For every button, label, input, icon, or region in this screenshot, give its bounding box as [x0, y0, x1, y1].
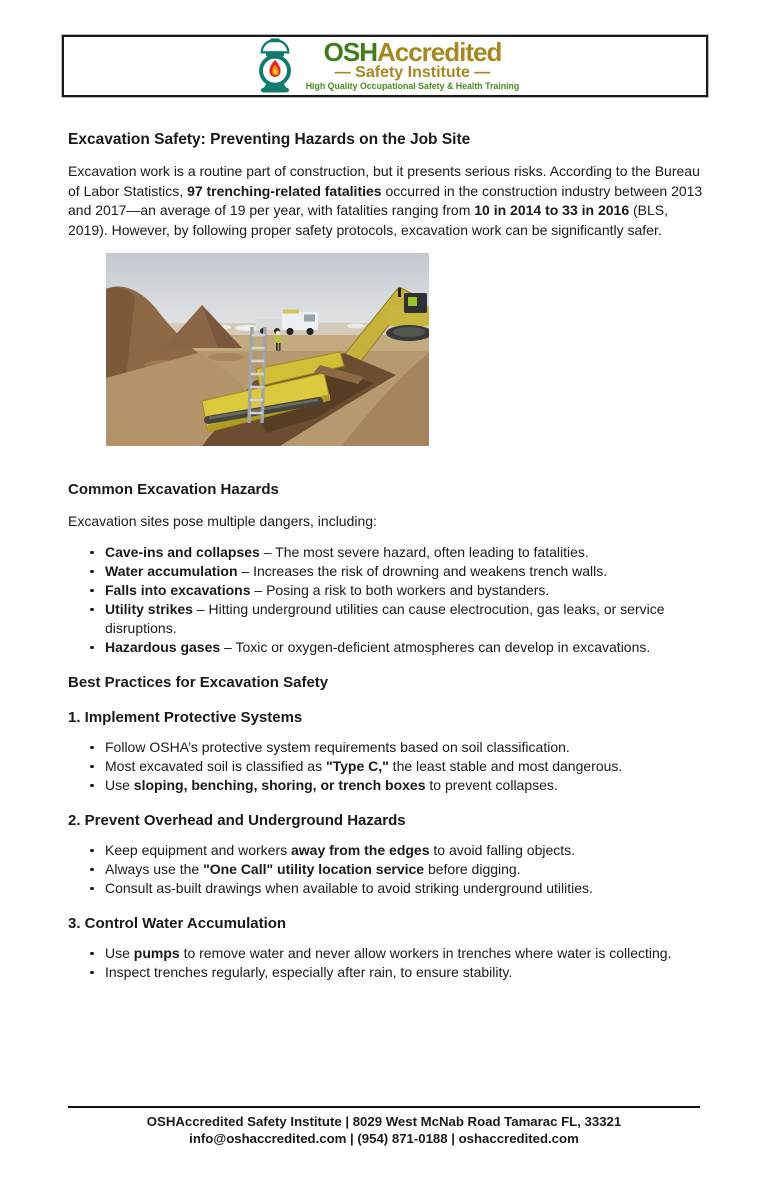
list-item: Consult as-built drawings when available to avoid striking underground utilities. — [105, 879, 706, 898]
company-logo — [251, 38, 520, 94]
hazards-list — [68, 543, 706, 657]
list-item: Use pumps to remove water and never allow workers in trenches where water is collecting. — [105, 944, 706, 963]
list-item: Falls into excavations – Posing a risk to both workers and bystanders. — [105, 581, 706, 600]
page-footer — [68, 1106, 700, 1147]
list-item: Inspect trenches regularly, especially after rain, to ensure stability. — [105, 963, 706, 982]
subsection-heading-overhead-underground: 2. Prevent Overhead and Underground Hazards — [68, 811, 406, 829]
brand-name — [323, 37, 502, 67]
list-item: Water accumulation – Increases the risk of drowning and weakens trench walls. — [105, 562, 706, 581]
list-item: Cave-ins and collapses – The most severe hazard, often leading to fatalities. — [105, 543, 706, 562]
footer-divider — [68, 1106, 700, 1108]
footer-address: OSHAccredited Safety Institute | 8029 West McNab Road Tamarac FL, 33321 — [146, 1114, 622, 1129]
footer-contact: info@oshaccredited.com | (954) 871-0188 | oshaccredited.com — [189, 1130, 579, 1146]
subsection-heading-protective-systems: 1. Implement Protective Systems — [68, 708, 303, 726]
list-item: Utility strikes – Hitting underground utilities can cause electrocution, gas leaks, or service disruptions. — [105, 600, 706, 638]
brand-tagline: High Quality Occupational Safety & Health Training — [305, 81, 520, 91]
subsection-heading-water-accumulation: 3. Control Water Accumulation — [68, 914, 287, 932]
list-item: Follow OSHA’s protective system requirements based on soil classification. — [105, 738, 706, 757]
excavation-photo — [106, 253, 429, 446]
lantern-icon — [251, 38, 299, 94]
protective-systems-list — [68, 738, 706, 795]
hazards-lead: Excavation sites pose multiple dangers, including: — [68, 513, 377, 529]
brand-text — [305, 37, 520, 92]
brand-accredited: Accredited — [376, 37, 502, 67]
list-item: Always use the "One Call" utility location service before digging. — [105, 860, 706, 879]
letterhead — [62, 35, 708, 97]
section-heading-best-practices: Best Practices for Excavation Safety — [68, 673, 329, 691]
brand-subtitle: — Safety Institute — — [334, 64, 491, 81]
document-body — [68, 130, 706, 982]
overhead-underground-list — [68, 841, 706, 898]
brand-osh: OSH — [323, 37, 377, 67]
list-item: Use sloping, benching, shoring, or trench boxes to prevent collapses. — [105, 776, 706, 795]
list-item: Most excavated soil is classified as "Type C," the least stable and most dangerous. — [105, 757, 706, 776]
article-title: Excavation Safety: Preventing Hazards on the Job Site — [68, 131, 471, 148]
water-accumulation-list — [68, 944, 706, 982]
list-item: Keep equipment and workers away from the edges to avoid falling objects. — [105, 841, 706, 860]
intro-paragraph: Excavation work is a routine part of construction, but it presents serious risks. According to the Bureau of Labor Statistics, 97 trenching-related fatalities occurred in the construction industry between 2013 and 2017—an average of 19 per year, with fatalities ranging from 10 in 2014 to 33 in 2016 (BLS, 2019). However, by following proper safety protocols, excavation work can be significantly safer. — [68, 163, 703, 238]
list-item: Hazardous gases – Toxic or oxygen-deficient atmospheres can develop in excavations. — [105, 638, 706, 657]
section-heading-hazards: Common Excavation Hazards — [68, 481, 279, 498]
